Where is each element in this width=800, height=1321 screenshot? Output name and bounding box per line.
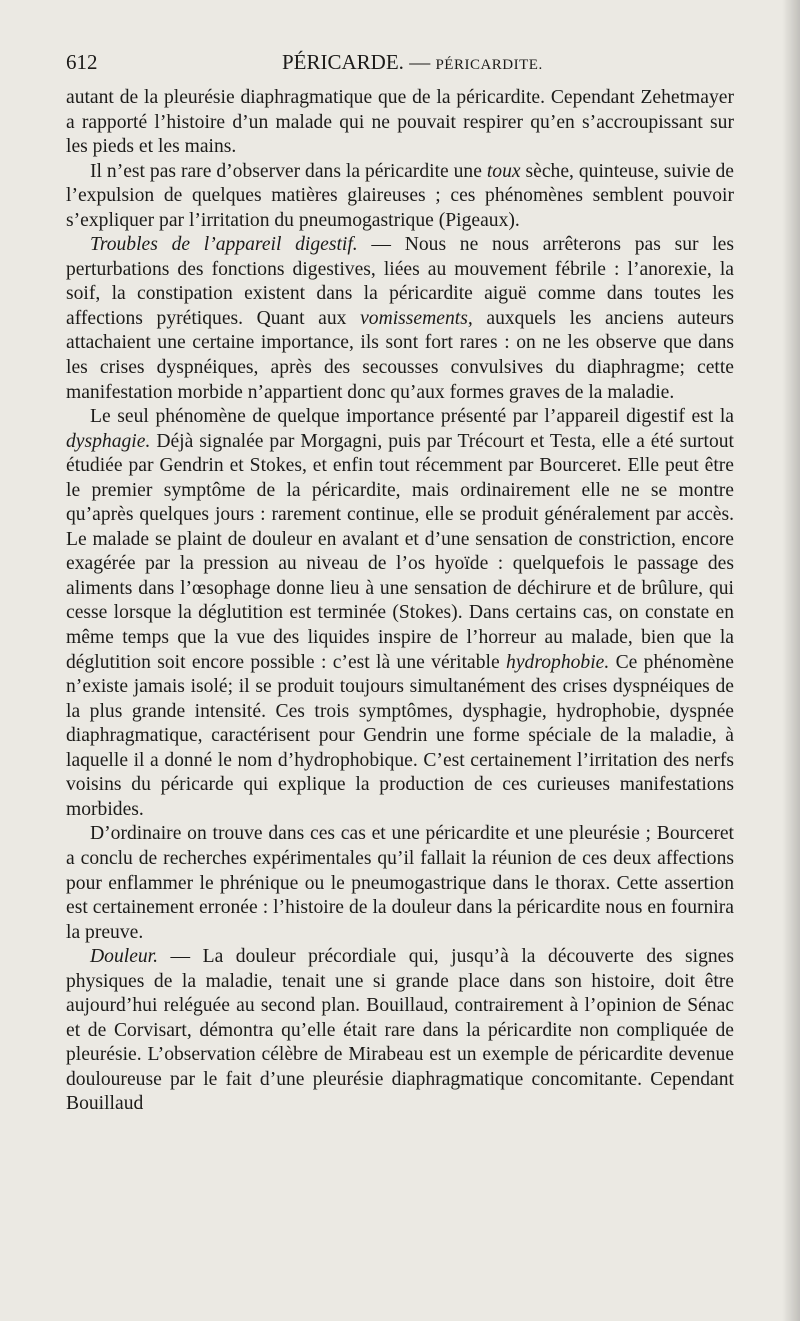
paragraph-text: sèche, quinteuse, suivie de l’expulsion de quelques matières glaireuses ; ces phénomènes semblent pouvoir s’expliquer par l’irritation du pneumogastrique (Pigeaux). bbox=[66, 160, 735, 231]
paragraph-text: Le seul phénomène de quelque importance présenté par l’appareil digestif est la bbox=[90, 406, 734, 428]
paragraph-douleur bbox=[66, 945, 734, 1117]
paragraph-text: — La douleur précordiale qui, jusqu’à la découverte des signes physiques de la maladie, tenait une si grande place dans son histoire, doit être aujourd’hui reléguée au second plan. Bouillaud, contrairement à l’opinion de Sénac et de Corvisart, démontra qu’elle était rare dans la péricardite non compliquée de pleurésie. L’observation célèbre de Mirabeau est un exemple de péricardite devenue douloureuse par le fait d’une pleurésie diaphragmatique concomitante. Cependant Bouillaud bbox=[66, 946, 734, 1115]
paragraph-toux bbox=[66, 160, 734, 234]
italic-term: dysphagie. bbox=[66, 430, 151, 452]
section-heading-italic: Douleur. bbox=[90, 946, 159, 968]
running-title-main: PÉRICARDE. bbox=[282, 50, 404, 74]
italic-term: toux bbox=[486, 160, 521, 182]
paragraph-continuation: autant de la pleurésie diaphragmatique que de la péricardite. Cependant Zehetmayer a rapporté l’histoire d’un malade qui ne pouvait respirer qu’en s’accroupissant sur les pieds et les mains. bbox=[66, 87, 734, 158]
paragraph-dysphagie bbox=[66, 405, 734, 822]
running-title-sub: PÉRICARDITE. bbox=[435, 57, 543, 73]
body-text bbox=[66, 86, 734, 1117]
running-title-separator: — bbox=[403, 50, 436, 74]
paragraph-text: Déjà signalée par Morgagni, puis par Trécourt et Testa, elle a été surtout étudiée par Gendrin et Stokes, et enfin tout récemment par Bourceret. Elle peut être le premier symptôme de la péricardite, mais ordinairement elle ne se montre qu’après quelques jours : rarement continue, elle se produit généralement par accès. Le malade se plaint de douleur en avalant et d’une sensation de constriction, encore exagérée par la pression au niveau de l’os hyoïde : quelquefois le passage des aliments dans l’œsophage donne lieu à une sensation de déchirure et de brûlure, qui cesse lorsque la déglutition est terminée (Stokes). Dans certains cas, on constate en même temps que la vue des liquides inspire de l’horreur au malade, bien que la déglutition soit encore possible : c’est là une véritable bbox=[66, 430, 734, 673]
page-number: 612 bbox=[66, 50, 98, 74]
section-heading-italic: Troubles de l’appareil digestif. bbox=[90, 234, 358, 256]
paragraph-text: Ce phénomène n’existe jamais isolé; il se produit toujours simultanément des crises dyspnéiques de la plus grande intensité. Ces trois symptômes, dysphagie, hydrophobie, dyspnée diaphragmatique, caractérisent pour Gendrin une forme spéciale de la maladie, à laquelle il a donné le nom d’hydrophobique. C’est certainement l’irritation des nerfs voisins du péricarde qui explique la production de ces curieuses manifestations morbides. bbox=[66, 651, 734, 820]
paragraph-text: — Nous ne nous arrêterons pas sur les perturbations des fonctions digestives, liées au mouvement fébrile : l’anorexie, la soif, la constipation existent dans la péricardite aiguë comme dans toutes les affections pyrétiques. Quant aux bbox=[66, 234, 734, 329]
paragraph-troubles-digestifs bbox=[66, 233, 734, 405]
italic-term: vomissements, bbox=[360, 307, 473, 329]
italic-term: hydrophobie. bbox=[506, 651, 610, 673]
running-header bbox=[66, 50, 734, 80]
paragraph-text: auxquels les anciens auteurs attachaient une certaine importance, ils sont fort rares : on ne les observe que dans les crises dyspnéiques, après des secousses convulsives du diaphragme; cette manifestation morbide n’appartient donc qu’aux formes graves de la maladie. bbox=[66, 307, 734, 403]
paragraph-bourceret: D’ordinaire on trouve dans ces cas et une péricardite et une pleurésie ; Bourceret a conclu de recherches expérimentales qu’il fallait la réunion de ces deux affections pour enflammer le phrénique ou le pneumogastrique dans le thorax. Cette assertion est certainement erronée : l’histoire de la douleur dans la péricardite nous en fournira la preuve. bbox=[66, 823, 734, 943]
running-title bbox=[282, 50, 543, 75]
paragraph-text: Il n’est pas rare d’observer dans la péricardite une bbox=[90, 160, 487, 182]
